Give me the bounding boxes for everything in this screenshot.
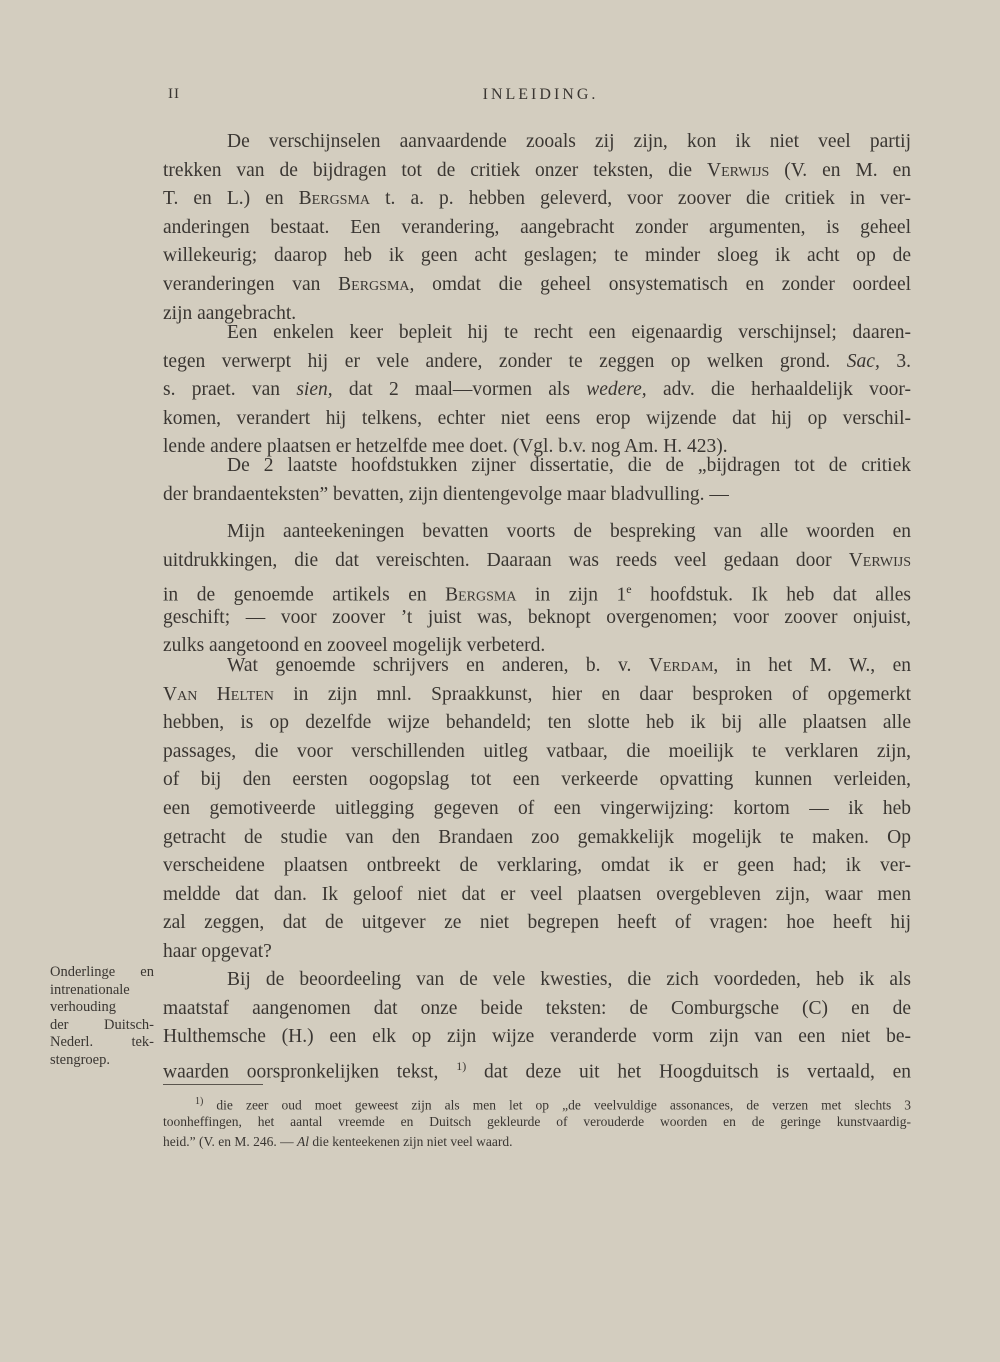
footnote: [163, 1092, 911, 1152]
text-line: een gemotiveerde uitlegging gegeven of een vingerwijzing: kortom — ik heb: [163, 797, 911, 819]
text-line: Bij de beoordeeling van de vele kwesties, die zich voordeden, heb ik als: [227, 969, 911, 990]
margin-note-line: intrenationale: [50, 981, 130, 998]
text-line: trekken van de bijdragen tot de critiek onzer teksten, die Verwijs (V. en M. en: [163, 159, 911, 181]
paragraph-4: [163, 518, 911, 661]
footnote-line: heid.” (V. en M. 246. — Al die kenteekenen zijn niet veel waard.: [163, 1134, 513, 1149]
footnote-line: $^{1)}$ die zeer oud moet geweest zijn als men let op „de veelvuldige assonances, de verzen met slechts 3: [195, 1096, 911, 1113]
paragraph-2: [163, 319, 911, 462]
text-line: Hulthemsche (H.) een elk op zijn wijze veranderde vorm zijn van een niet be-: [163, 1026, 911, 1048]
text-line: meldde dat dan. Ik geloof niet dat er veel plaatsen overgebleven zijn, waar men: [163, 883, 911, 905]
text-line: uitdrukkingen, die dat vereischten. Daaraan was reeds veel gedaan door Verwijs: [163, 549, 912, 571]
margin-note-line: Nederl. tek-: [50, 1034, 154, 1051]
margin-note-line: stengroep.: [50, 1051, 110, 1068]
text-line: passages, die voor verschillenden uitleg vatbaar, die moeilijk te verklaren zijn,: [163, 740, 911, 762]
text-line: willekeurig; daarop heb ik geen acht geslagen; te minder sloeg ik acht op de: [163, 245, 911, 267]
text-line: anderingen bestaat. Een verandering, aangebracht zonder argumenten, is geheel: [163, 216, 911, 238]
margin-note: [50, 964, 154, 1070]
text-line: hebben, is op dezelfde wijze behandeld; ten slotte heb ik bij alle plaatsen alle: [163, 712, 911, 734]
text-line: s. praet. van sien, dat 2 maal—vormen als wedere, adv. die herhaaldelijk voor-: [163, 379, 912, 401]
paragraph-3: [163, 452, 911, 509]
text-line: waarden oorspronkelijken tekst, $^{1)}$ dat deze uit het Hoogduitsch is vertaald, en: [163, 1058, 911, 1083]
text-line: De verschijnselen aanvaardende zooals zij zijn, kon ik niet veel partij: [227, 131, 911, 152]
text-line: getracht de studie van den Brandaen zoo gemakkelijk mogelijk te maken. Op: [163, 826, 911, 848]
margin-note-line: verhouding: [50, 999, 117, 1016]
page-header: [168, 86, 913, 116]
text-line: veranderingen van Bergsma, omdat die geheel onsystematisch en zonder oordeel: [163, 273, 912, 295]
paragraph-1: [163, 128, 911, 328]
text-line: Mijn aanteekeningen bevatten voorts de bespreking van alle woorden en: [227, 521, 911, 542]
text-line: maatstaf aangenomen dat onze beide teksten: de Comburgsche (C) en de: [163, 997, 911, 1019]
margin-note-line: der Duitsch-: [50, 1016, 154, 1033]
paragraph-5: [163, 652, 911, 967]
text-line: lende andere plaatsen er hetzelfde mee doet. (Vgl. b.v. nog Am. H. 423).: [163, 436, 728, 458]
text-line: tegen verwerpt hij er vele andere, zonder te zeggen op welken grond. Sac, 3.: [163, 350, 912, 372]
footnote-reference: 1): [456, 1058, 467, 1073]
text-line: der brandaenteksten” bevatten, zijn dientengevolge maar bladvulling. —: [163, 483, 729, 505]
footnote-divider: [163, 1084, 263, 1085]
text-line: in de genoemde artikels en Bergsma in zijn 1e hoofdstuk. Ik heb dat alles: [163, 582, 911, 606]
text-line: haar opgevat?: [163, 940, 272, 962]
text-line: verscheidene plaatsen ontbreekt de verklaring, omdat ik er geen had; ik ver-: [163, 855, 911, 877]
text-line: zulks aangetoond en zooveel mogelijk verbeterd.: [163, 635, 546, 657]
paragraph-6: [163, 966, 911, 1083]
footnote-line: toonheffingen, het aantal vreemde en Duitsch gekleurde of verouderde woorden en de geringe kunstvaardig-: [163, 1114, 911, 1129]
margin-note-line: Onderlinge en: [50, 964, 154, 980]
text-line: geschift; — voor zoover ’t juist was, beknopt overgenomen; voor zoover onjuist,: [163, 606, 911, 628]
text-line: zal zeggen, dat de uitgever ze niet begrepen heeft of vragen: hoe heeft hij: [163, 912, 911, 934]
running-title: INLEIDING.: [482, 86, 599, 103]
text-line: komen, verandert hij telkens, echter niet eens erop wijzende dat hij op verschil-: [163, 407, 911, 429]
text-line: T. en L.) en Bergsma t. a. p. hebben geleverd, voor zoover die critiek in ver-: [163, 188, 912, 210]
text-line: zijn aangebracht.: [163, 302, 297, 324]
text-line: of bij den eersten oogopslag tot een verkeerde opvatting kunnen verleiden,: [163, 769, 911, 791]
text-line: Van Helten in zijn mnl. Spraakkunst, hier en daar besproken of opgemerkt: [163, 683, 911, 705]
text-line: De 2 laatste hoofdstukken zijner dissertatie, die de „bijdragen tot de critiek: [227, 455, 911, 476]
text-line: Een enkelen keer bepleit hij te recht een eigenaardig verschijnsel; daaren-: [227, 322, 911, 343]
page-number: II: [168, 86, 180, 102]
text-line: Wat genoemde schrijvers en anderen, b. v. Verdam, in het M. W., en: [227, 655, 912, 676]
